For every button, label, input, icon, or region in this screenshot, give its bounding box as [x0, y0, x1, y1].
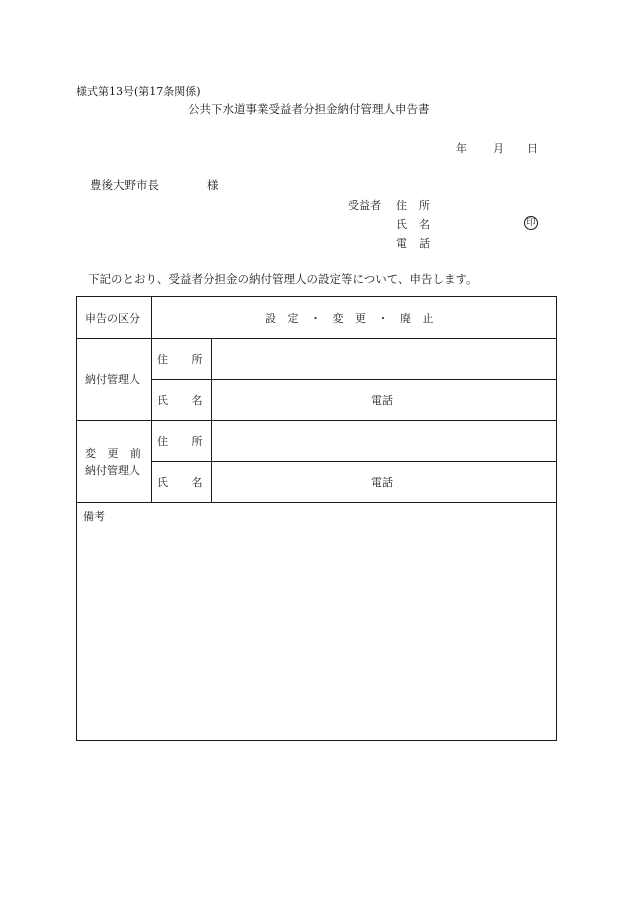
addressee-name: 豊後大野市長 — [90, 178, 159, 192]
manager-name-label: 氏 名 — [157, 394, 213, 407]
applicant-phone-label: 電話 — [396, 237, 442, 250]
date-year-label: 年 — [456, 142, 467, 155]
manager-phone-label: 電話 — [371, 394, 393, 407]
applicant-address-label: 住所 — [396, 199, 442, 212]
addressee-honorific: 様 — [207, 178, 219, 192]
remarks-label: 備考 — [83, 510, 105, 523]
column-divider — [151, 297, 152, 502]
prev-manager-phone-label: 電話 — [371, 476, 393, 489]
category-label: 申告の区分 — [85, 312, 140, 325]
prev-manager-name-label: 氏 名 — [157, 476, 213, 489]
row-divider — [77, 338, 556, 339]
date-day-label: 日 — [527, 142, 538, 155]
manager-address-label: 住 所 — [157, 353, 213, 366]
row-divider — [77, 420, 556, 421]
applicant-label: 受益者 — [348, 199, 381, 212]
intro-text: 下記のとおり、受益者分担金の納付管理人の設定等について、申告します。 — [88, 272, 478, 286]
document-title: 公共下水道事業受益者分担金納付管理人申告書 — [188, 102, 430, 116]
prev-manager-address-label: 住 所 — [157, 435, 213, 448]
prev-manager-label-line2: 納付管理人 — [85, 464, 140, 477]
declaration-form-table — [76, 296, 557, 741]
manager-label: 納付管理人 — [85, 373, 140, 386]
prev-manager-label-line1: 変 更 前 — [85, 447, 145, 460]
category-options: 設 定 ・ 変 更 ・ 廃 止 — [265, 312, 438, 325]
seal-mark: 印 — [524, 216, 538, 230]
row-divider — [77, 502, 556, 503]
applicant-name-label: 氏名 — [396, 218, 442, 231]
form-number: 様式第13号(第17条関係) — [76, 85, 201, 98]
date-month-label: 月 — [493, 142, 504, 155]
